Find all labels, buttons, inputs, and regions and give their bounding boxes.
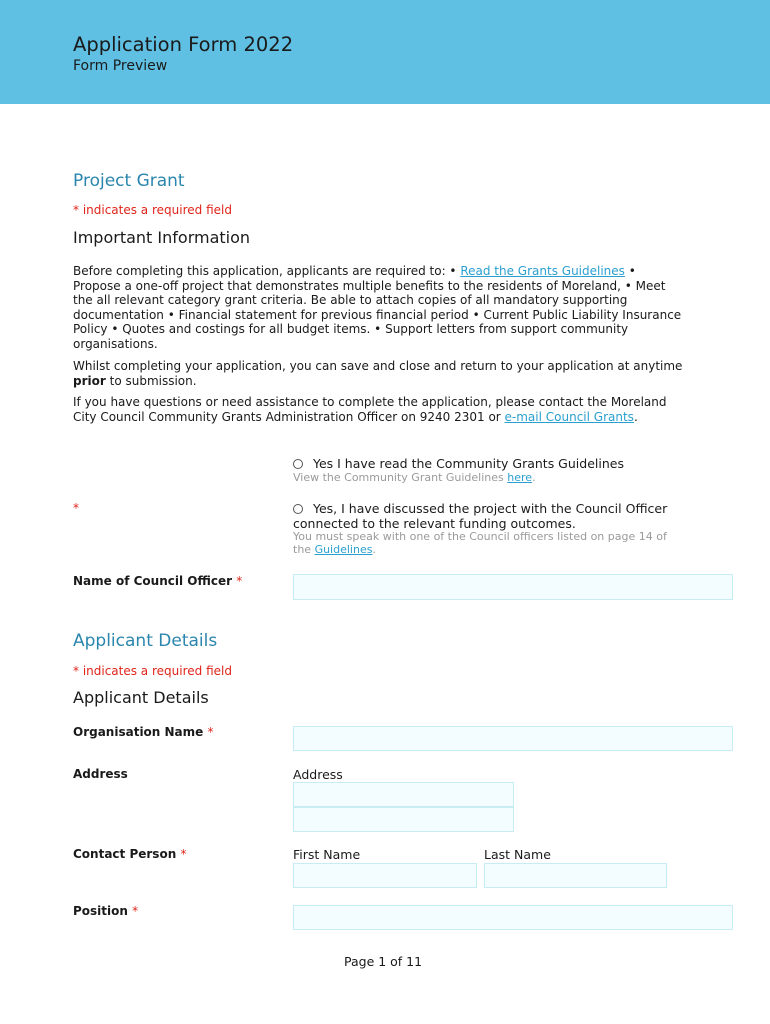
section-title-project-grant: Project Grant [73, 171, 185, 191]
applicant-details-heading: Applicant Details [73, 688, 209, 707]
address-line1-input[interactable] [293, 782, 514, 807]
last-name-input[interactable] [484, 863, 667, 888]
important-information-heading: Important Information [73, 228, 251, 247]
last-name-label: Last Name [484, 847, 551, 862]
save-info-paragraph: Whilst completing your application, you can save and close and return to your application at anytime prior to submission. [73, 359, 683, 388]
radio-button[interactable] [293, 504, 303, 514]
organisation-name-label: Organisation Name * [73, 725, 214, 739]
contact-info-paragraph: If you have questions or need assistance to complete the application, please contact the Moreland City Council Community Grants Administration Officer on 9240 2301 or e-mail Council Grants. [73, 395, 667, 424]
radio-button[interactable] [293, 459, 303, 469]
radio2-hint: You must speak with one of the Council officers listed on page 14 of the Guidelines. [293, 530, 667, 556]
email-council-grants-link[interactable]: e-mail Council Grants [504, 409, 634, 424]
page-number: Page 1 of 11 [344, 954, 423, 969]
position-label: Position * [73, 904, 139, 918]
radio1-hint: View the Community Grant Guidelines here. [293, 471, 536, 484]
grants-guidelines-link[interactable]: Read the Grants Guidelines [460, 264, 625, 278]
position-input[interactable] [293, 905, 733, 930]
radio-read-guidelines[interactable]: Yes I have read the Community Grants Guidelines [293, 456, 733, 471]
required-field-note-2: * indicates a required field [73, 664, 232, 678]
section-title-applicant-details: Applicant Details [73, 631, 218, 651]
required-star: * [73, 501, 79, 515]
required-field-note: * indicates a required field [73, 203, 232, 217]
form-title: Application Form 2022 [73, 33, 294, 56]
address-sublabel: Address [293, 767, 343, 782]
instructions-paragraph: Before completing this application, applicants are required to: • Read the Grants Guidelines • Propose a one-off project that demonstrates multiple benefits to the residents of Moreland, • Meet the all relevant category grant criteria. Be able to attach copies of all mandatory supporting documentation • Financial statement for previous financial period • Current Public Liability Insurance Policy • Quotes and costings for all budget items. • Support letters from support community organisations. [73, 264, 682, 351]
council-officer-input[interactable] [293, 574, 733, 600]
address-label: Address [73, 767, 128, 781]
council-officer-label: Name of Council Officer * [73, 574, 243, 588]
guidelines-link[interactable]: Guidelines [314, 543, 373, 556]
radio-discussed-project[interactable]: Yes, I have discussed the project with the Council Officer connected to the relevant funding outcomes. [293, 501, 668, 531]
organisation-name-input[interactable] [293, 726, 733, 751]
first-name-input[interactable] [293, 863, 477, 888]
contact-person-label: Contact Person * [73, 847, 187, 861]
guidelines-here-link[interactable]: here [507, 471, 533, 484]
form-subtitle: Form Preview [73, 58, 168, 74]
form-header [0, 0, 770, 104]
first-name-label: First Name [293, 847, 361, 862]
address-line2-input[interactable] [293, 807, 514, 832]
